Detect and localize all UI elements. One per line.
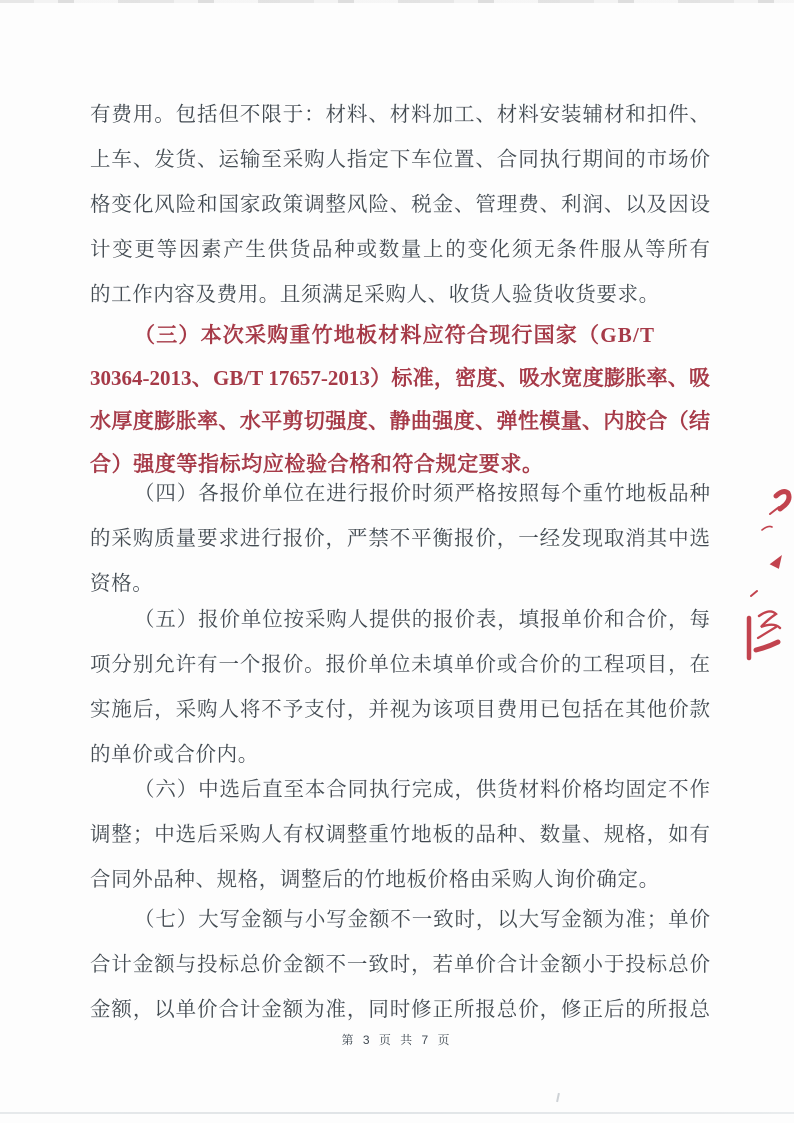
text-line: （六）中选后直至本合同执行完成，供货材料价格均固定不作	[134, 779, 710, 801]
scan-edge-bottom	[0, 1112, 794, 1114]
red-handwriting-annotation	[742, 478, 794, 673]
text-line: 上车、发货、运输至采购人指定下车位置、合同执行期间的市场价	[90, 149, 710, 171]
text-line: （五）报价单位按采购人提供的报价表，填报单价和合价，每	[134, 609, 710, 631]
paragraph-clause-7	[90, 898, 710, 1033]
paragraph-clause-2-continued	[90, 93, 710, 318]
paragraph-clause-4	[90, 472, 710, 607]
text-line: （七）大写金额与小写金额不一致时，以大写金额为准；单价	[134, 909, 710, 931]
text-line-emphasized: 合）强度等指标均应检验合格和符合规定要求。	[90, 452, 544, 476]
text-line-emphasized: （三）本次采购重竹地板材料应符合现行国家（GB/T	[134, 323, 656, 347]
paragraph-clause-5	[90, 598, 710, 778]
text-line: 格变化风险和国家政策调整风险、税金、管理费、利润、以及因设	[90, 194, 710, 216]
scan-speck	[556, 1093, 560, 1102]
text-line: 金额，以单价合计金额为准，同时修正所报总价，修正后的所报总	[90, 999, 710, 1021]
text-line: 合同外品种、规格，调整后的竹地板价格由采购人询价确定。	[90, 869, 660, 891]
text-line: 调整；中选后采购人有权调整重竹地板的品种、数量、规格，如有	[90, 824, 710, 846]
page-number-footer: 第 3 页 共 7 页	[341, 1033, 453, 1047]
text-line-emphasized: 水厚度膨胀率、水平剪切强度、静曲强度、弹性模量、内胶合（结	[90, 409, 710, 433]
text-line: 合计金额与投标总价金额不一致时，若单价合计金额小于投标总价	[90, 954, 710, 976]
text-line: （四）各报价单位在进行报价时须严格按照每个重竹地板品种	[134, 483, 710, 505]
text-line: 资格。	[90, 573, 154, 595]
paragraph-clause-3-emphasized	[90, 314, 710, 486]
scan-edge-top	[0, 0, 794, 3]
text-line: 的单价或合价内。	[90, 744, 259, 766]
paragraph-clause-6	[90, 768, 710, 903]
text-line: 有费用。包括但不限于：材料、材料加工、材料安装辅材和扣件、	[90, 104, 710, 126]
text-line: 项分别允许有一个报价。报价单位未填单价或合价的工程项目，在	[90, 654, 710, 676]
text-line: 计变更等因素产生供货品种或数量上的变化须无条件服从等所有	[90, 239, 710, 261]
text-line: 的工作内容及费用。且须满足采购人、收货人验货收货要求。	[90, 284, 660, 306]
text-line-emphasized: 30364-2013、GB/T 17657-2013）标准，密度、吸水宽度膨胀率、吸	[90, 366, 710, 390]
text-line: 的采购质量要求进行报价，严禁不平衡报价，一经发现取消其中选	[90, 528, 710, 550]
text-line: 实施后，采购人将不予支付，并视为该项目费用已包括在其他价款	[90, 699, 710, 721]
